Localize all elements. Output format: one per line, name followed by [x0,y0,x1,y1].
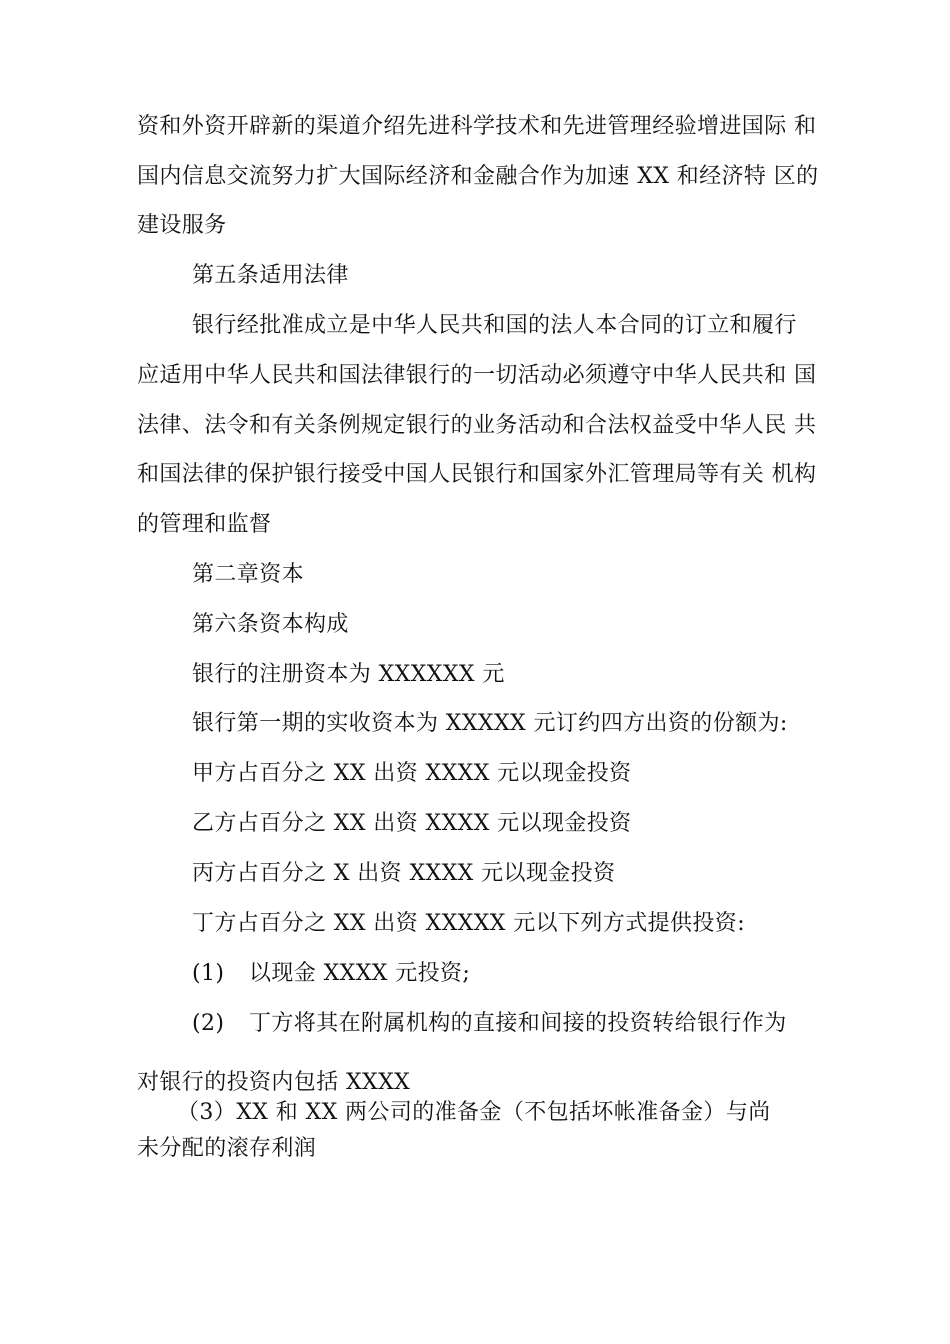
list-item-1 [192,959,470,989]
chapter-2-heading: 第二章资本 [192,562,305,587]
body-line-9: 的管理和监督 [137,512,272,537]
article-6-heading: 第六条资本构成 [192,612,349,637]
party-d-line: 丁方占百分之 XX 出资 XXXXX 元以下列方式提供投资: [192,911,746,936]
body-line-5: 银行经批准成立是中华人民共和国的法人本合同的订立和履行 [192,313,797,338]
body-line-8: 和国法律的保护银行接受中国人民银行和国家外汇管理局等有关 机构 [137,462,817,487]
party-a-line: 甲方占百分之 XX 出资 XXXX 元以现金投资 [192,761,632,786]
body-line-6: 应适用中华人民共和国法律银行的一切活动必须遵守中华人民共和 国 [137,363,817,388]
tail-line-2: （3）XX 和 XX 两公司的准备金（不包括坏帐准备金）与尚 [177,1100,771,1125]
tail-line-1: 对银行的投资内包括 XXXX [137,1070,411,1095]
list-marker: (1) [192,961,225,986]
list-marker: (2) [192,1011,225,1036]
registered-capital-line: 银行的注册资本为 XXXXXX 元 [192,662,505,687]
body-line-3: 建设服务 [137,213,227,238]
list-text: 以现金 XXXX 元投资; [249,961,471,986]
body-line-2: 国内信息交流努力扩大国际经济和金融合作为加速 XX 和经济特 区的 [137,164,819,189]
paid-in-capital-line: 银行第一期的实收资本为 XXXXX 元订约四方出资的份额为: [192,711,788,736]
party-c-line: 丙方占百分之 X 出资 XXXX 元以现金投资 [192,861,616,886]
tail-line-3: 未分配的滚存利润 [137,1136,317,1161]
article-5-heading: 第五条适用法律 [192,263,349,288]
party-b-line: 乙方占百分之 XX 出资 XXXX 元以现金投资 [192,811,632,836]
list-text: 丁方将其在附属机构的直接和间接的投资转给银行作为 [249,1011,787,1036]
body-line-1: 资和外资开辟新的渠道介绍先进科学技术和先进管理经验增进国际 和 [137,114,817,139]
body-line-7: 法律、法令和有关条例规定银行的业务活动和合法权益受中华人民 共 [137,413,817,438]
list-item-2 [192,1009,787,1039]
